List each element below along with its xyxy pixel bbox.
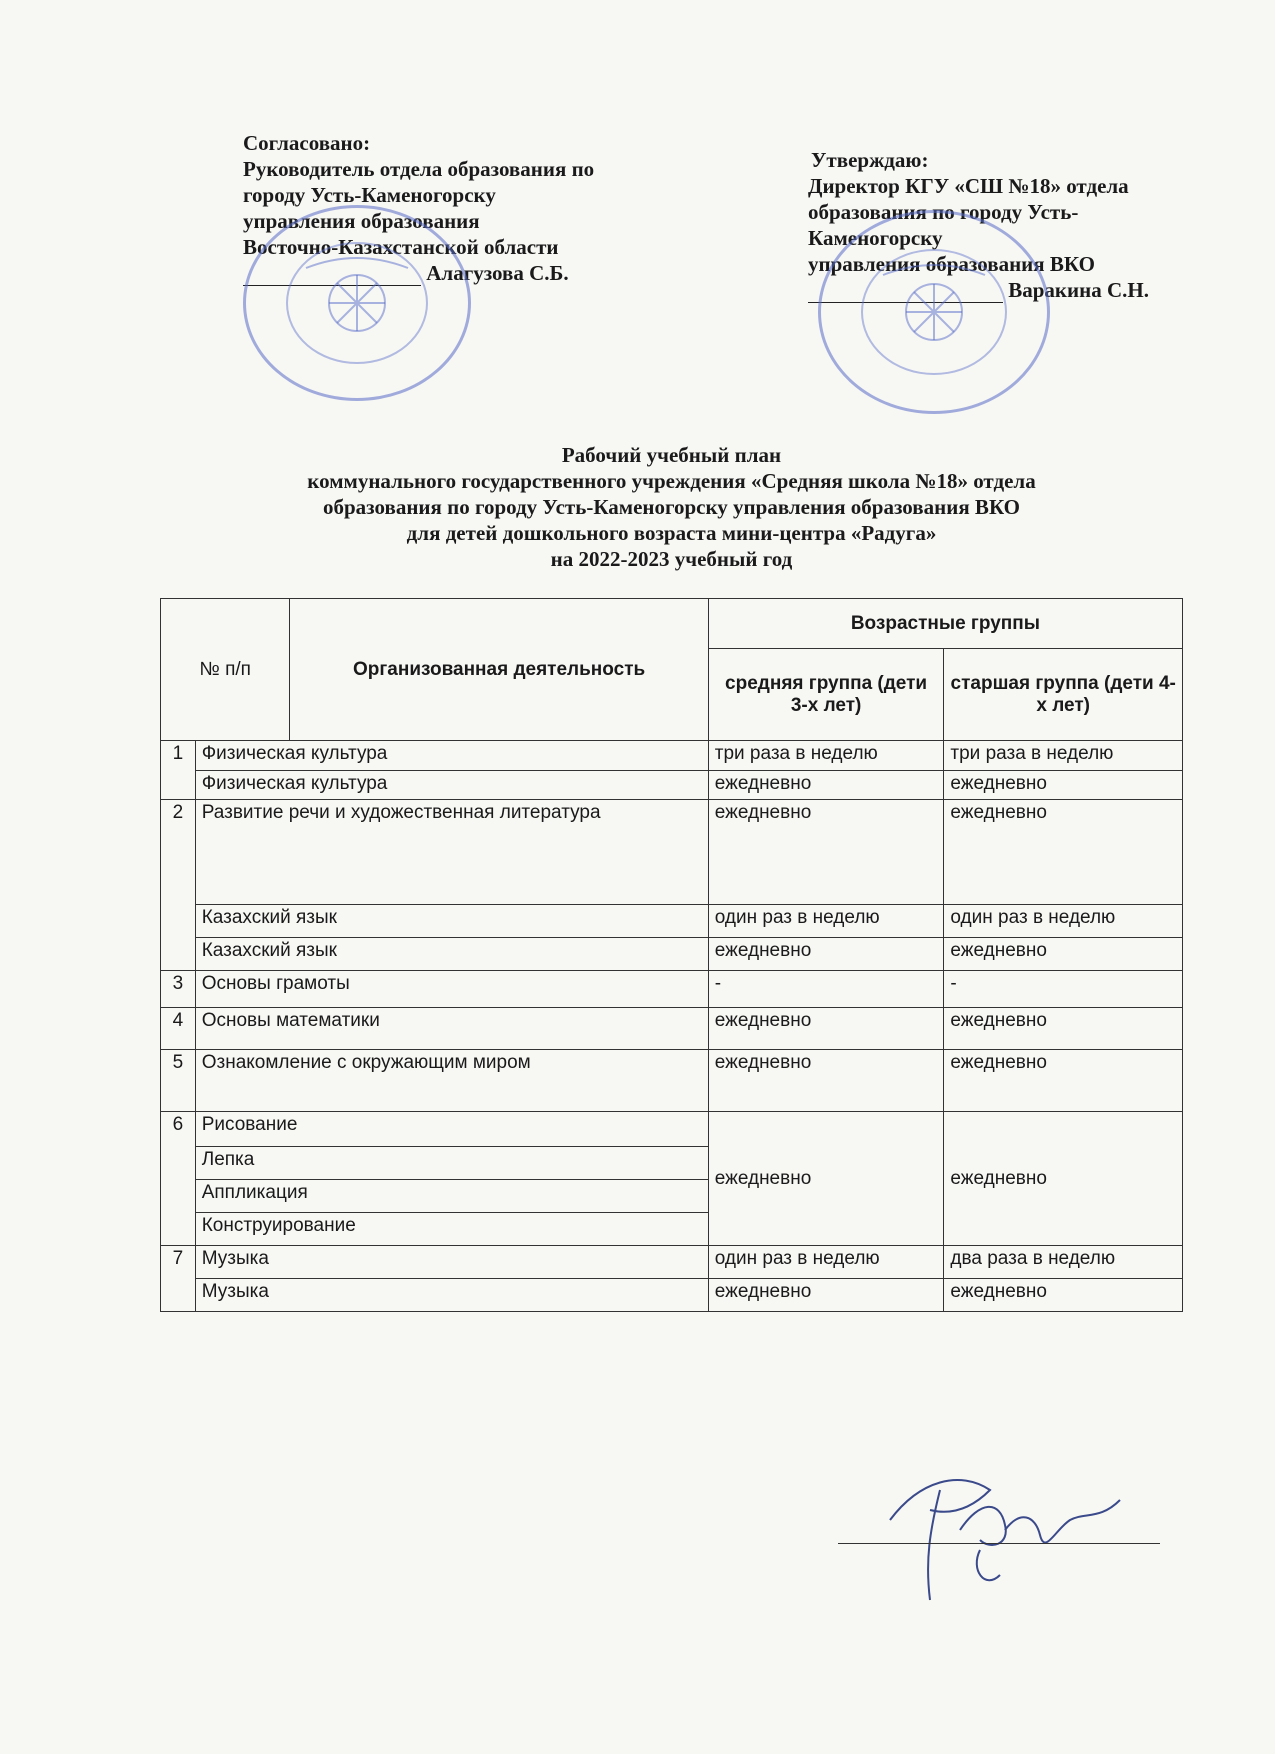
approval-right-line1: Директор КГУ «СШ №18» отдела (808, 174, 1129, 198)
row-middle: ежедневно (708, 1112, 944, 1246)
row-middle: ежедневно (708, 1279, 944, 1312)
row-activity: Аппликация (195, 1180, 708, 1213)
table-row (161, 905, 1183, 938)
row-senior: ежедневно (944, 800, 1183, 905)
row-middle: ежедневно (708, 1050, 944, 1112)
table-row (161, 971, 1183, 1008)
row-number: 5 (161, 1050, 196, 1112)
approval-left-line1: Руководитель отдела образования по (243, 157, 595, 181)
title-line2: коммунального государственного учреждения «Средняя школа №18» отдела (307, 469, 1036, 493)
row-activity: Музыка (195, 1246, 708, 1279)
row-activity: Лепка (195, 1147, 708, 1180)
table-row (161, 938, 1183, 971)
stamp-emblem-icon (821, 213, 1047, 411)
header-age-groups: Возрастные группы (708, 599, 1182, 649)
row-senior: ежедневно (944, 1112, 1183, 1246)
row-senior: ежедневно (944, 771, 1183, 800)
row-senior: ежедневно (944, 1279, 1183, 1312)
row-activity: Развитие речи и художественная литература (195, 800, 708, 905)
approval-left-line3: управления образования (243, 209, 480, 233)
row-senior: ежедневно (944, 1050, 1183, 1112)
row-middle: ежедневно (708, 1008, 944, 1050)
table-row (161, 1112, 1183, 1147)
approval-right-signer: Варакина С.Н. (1008, 278, 1149, 302)
curriculum-table (160, 598, 1183, 1312)
table-row (161, 1008, 1183, 1050)
row-senior: ежедневно (944, 1008, 1183, 1050)
approval-left-signer: Алагузова С.Б. (426, 261, 569, 285)
header-activity: Организованная деятельность (290, 599, 708, 741)
table-row (161, 1050, 1183, 1112)
table-row (161, 1246, 1183, 1279)
title-line4: для детей дошкольного возраста мини-центра «Радуга» (406, 521, 937, 545)
row-activity: Физическая культура (195, 741, 708, 771)
row-middle: - (708, 971, 944, 1008)
header-middle-group: средняя группа (дети 3-х лет) (708, 649, 944, 741)
row-activity: Ознакомление с окружающим миром (195, 1050, 708, 1112)
stamp-emblem-icon (246, 208, 468, 398)
row-middle: один раз в неделю (708, 905, 944, 938)
row-number: 4 (161, 1008, 196, 1050)
row-middle: три раза в неделю (708, 741, 944, 771)
table-row (161, 800, 1183, 905)
approval-left-line2: городу Усть-Каменогорску (243, 183, 496, 207)
approval-right-line2: образования по городу Усть- (808, 200, 1079, 224)
row-activity: Казахский язык (195, 905, 708, 938)
header-number: № п/п (161, 599, 290, 741)
row-activity: Основы грамоты (195, 971, 708, 1008)
official-stamp-left (243, 205, 471, 401)
approval-right-line3: Каменогорску (808, 226, 943, 250)
row-senior: - (944, 971, 1183, 1008)
row-middle: один раз в неделю (708, 1246, 944, 1279)
row-activity: Рисование (195, 1112, 708, 1147)
row-number: 6 (161, 1112, 196, 1246)
row-middle: ежедневно (708, 771, 944, 800)
row-activity: Конструирование (195, 1213, 708, 1246)
title-line3: образования по городу Усть-Каменогорску управления образования ВКО (323, 495, 1020, 519)
row-senior: три раза в неделю (944, 741, 1183, 771)
approval-left-label: Согласовано: (243, 131, 371, 155)
official-stamp-right (818, 210, 1050, 414)
title-line1: Рабочий учебный план (561, 443, 782, 467)
row-senior: ежедневно (944, 938, 1183, 971)
approval-right-label: Утверждаю: (811, 148, 929, 172)
handwritten-signature-icon (830, 1440, 1160, 1610)
row-number: 2 (161, 800, 196, 971)
row-senior: два раза в неделю (944, 1246, 1183, 1279)
row-activity: Физическая культура (195, 771, 708, 800)
header-senior-group: старшая группа (дети 4-х лет) (944, 649, 1183, 741)
row-middle: ежедневно (708, 938, 944, 971)
row-activity: Казахский язык (195, 938, 708, 971)
bottom-signature-line (838, 1543, 1160, 1544)
table-row (161, 1279, 1183, 1312)
table-row (161, 741, 1183, 771)
row-number: 7 (161, 1246, 196, 1312)
row-middle: ежедневно (708, 800, 944, 905)
row-number: 1 (161, 741, 196, 800)
table-row (161, 771, 1183, 800)
document-title (160, 442, 1183, 572)
row-number: 3 (161, 971, 196, 1008)
row-senior: один раз в неделю (944, 905, 1183, 938)
row-activity: Музыка (195, 1279, 708, 1312)
approval-right-line4: управления образования ВКО (808, 252, 1095, 276)
approval-left-line4: Восточно-Казахстанской области (243, 235, 559, 259)
row-activity: Основы математики (195, 1008, 708, 1050)
title-line5: на 2022-2023 учебный год (550, 547, 793, 571)
